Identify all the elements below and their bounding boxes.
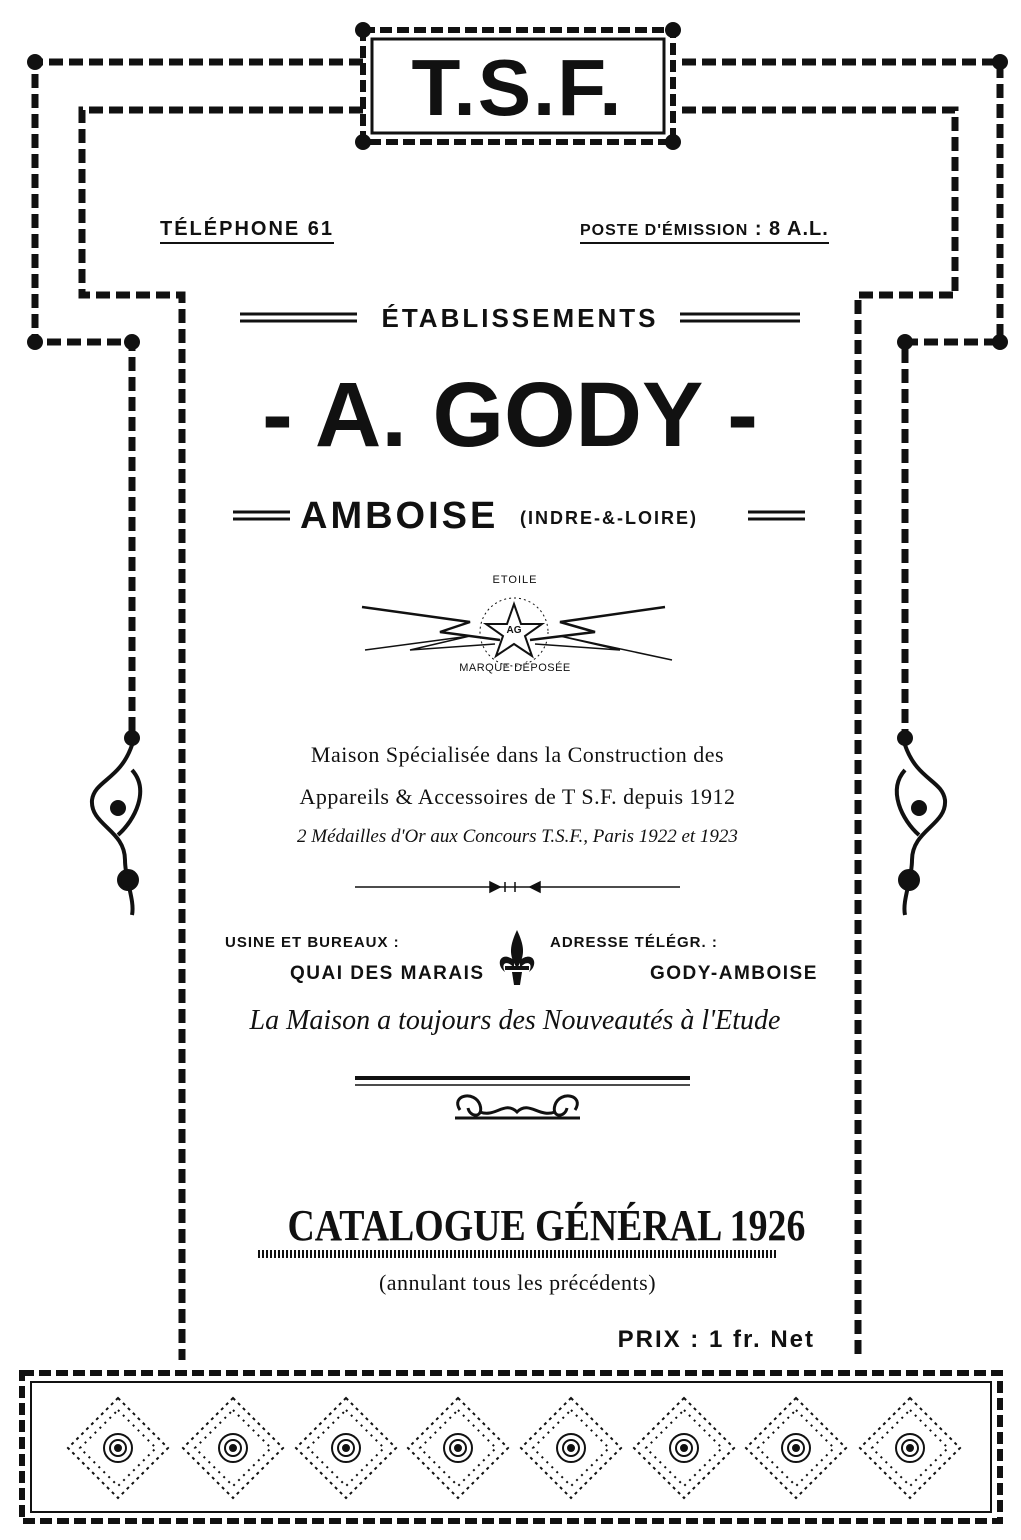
rosette-icon [634,1398,734,1498]
inner-border [82,110,363,1360]
scroll-flourish-icon [92,745,140,915]
tsf-badge: T.S.F. [411,43,624,132]
catalogue-title: CATALOGUE GÉNÉRAL 1926 [287,1201,806,1250]
rosette-icon [408,1398,508,1498]
inner-border-right [682,110,955,1360]
description-line-1: Maison Spécialisée dans la Construction des [310,742,725,767]
rosette-icon [521,1398,621,1498]
footer-band [22,1373,1000,1521]
rosette-icon [296,1398,396,1498]
rosette-row [68,1398,960,1498]
scroll-ornament-icon [455,1096,580,1118]
company-city: AMBOISE [300,495,499,537]
catalogue-subtitle: (annulant tous les précédents) [378,1270,657,1295]
price: PRIX : 1 fr. Net [617,1326,815,1353]
rosette-icon [746,1398,846,1498]
emblem-monogram: AG [506,625,522,636]
company-department: (INDRE-&-LOIRE) [520,508,698,528]
company-prefix: ÉTABLISSEMENTS [381,303,659,333]
poste-label: POSTE D'ÉMISSION [580,222,749,239]
rosette-icon [68,1398,168,1498]
slogan: La Maison a toujours des Nouveautés à l'Etude [249,1005,781,1036]
factory-value: QUAI DES MARAIS [290,963,485,984]
emblem-bottom-text: MARQUE DÉPOSÉE [459,662,571,674]
factory-label: USINE ET BUREAUX : [225,934,400,951]
fleur-de-lis-icon [500,930,534,985]
poste-emission [580,218,829,244]
rosette-icon [860,1398,960,1498]
description-medals: 2 Médailles d'Or aux Concours T.S.F., Paris 1922 et 1923 [297,826,738,847]
telephone-line: TÉLÉPHONE 61 [160,218,334,244]
emblem-top-text: ETOILE [492,574,538,586]
rosette-icon [183,1398,283,1498]
telegram-label: ADRESSE TÉLÉGR. : [550,934,718,951]
scroll-flourish-icon-right [897,745,945,915]
description-line-2: Appareils & Accessoires de T S.F. depuis 1912 [299,784,736,809]
company-name: - A. GODY - [262,364,758,466]
poste-value: : 8 A.L. [754,218,829,240]
telegram-value: GODY-AMBOISE [650,963,818,984]
